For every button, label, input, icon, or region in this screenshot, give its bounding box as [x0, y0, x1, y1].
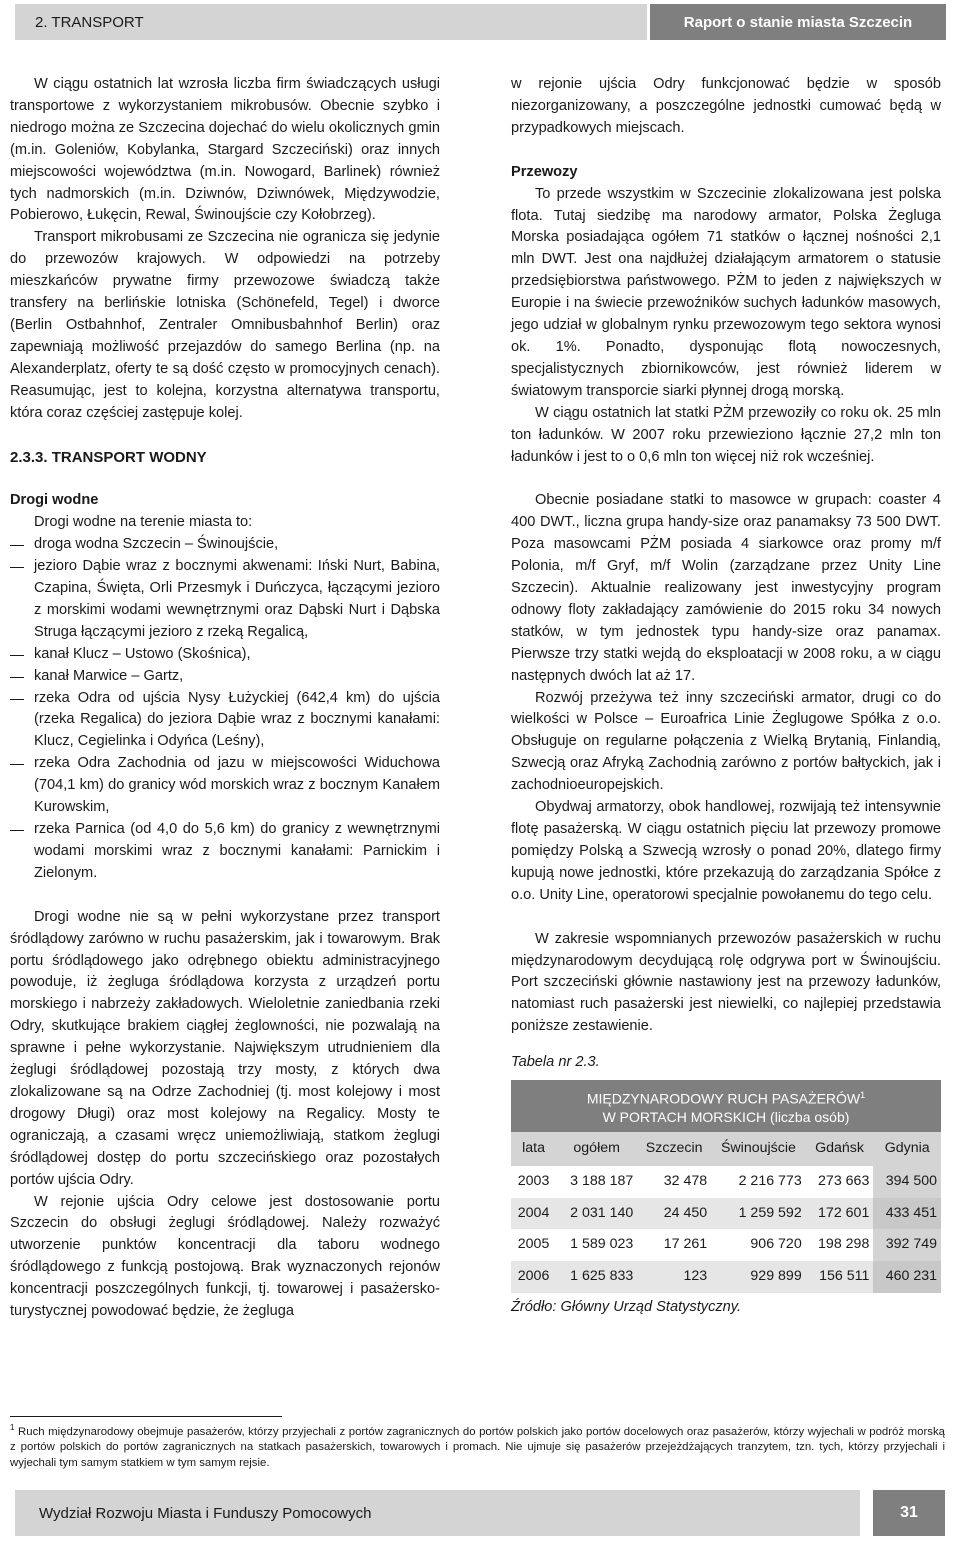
- list-item: kanał Marwice – Gartz,: [10, 666, 440, 688]
- header-section: [15, 4, 647, 40]
- column-header: ogółem: [556, 1132, 637, 1166]
- table-row: 2006 1 625 833 123 929 899 156 511 460 231: [511, 1261, 941, 1293]
- footer-department: Wydział Rozwoju Miasta i Funduszy Pomocowych: [15, 1490, 860, 1536]
- table-row: 2005 1 589 023 17 261 906 720 198 298 392 749: [511, 1229, 941, 1261]
- section-heading: 2.3.3. TRANSPORT WODNY: [10, 448, 207, 466]
- column-header: lata: [511, 1132, 556, 1166]
- table-row: 2003 3 188 187 32 478 2 216 773 273 663 394 500: [511, 1166, 941, 1198]
- column-header: Szczecin: [637, 1132, 711, 1166]
- list-item: droga wodna Szczecin – Świnoujście,: [10, 534, 440, 556]
- table-caption: Tabela nr 2.3.: [511, 1054, 600, 1071]
- paragraph: Drogi wodne nie są w pełni wykorzystane przez transport śródlądowy zarówno w ruchu pasażerskim, jak i towarowym. Brak portu śródlądowego jako odrębnego obiektu administracyjnego powoduje, iż żegluga śródlądowa korzysta z urządzeń portu morskiego i nabrzeży zakładowych. Wieloletnie zaniedbania rzeki Odry, skutkujące brakiem ciągłej żeglowności, nie pozwalają na sprawne i pełne wykorzystanie. Największym utrudnieniem dla żeglugi śródlądowej pozostają trzy mosty, z których dwa zlokalizowane są na Odrze Zachodniej (tj. most kolejowy i most drogowy Długi) oraz most kolejowy na Regalicy. Mosty te ograniczają, a czasami wręcz uniemożliwiają, statkom żeglugi śródlądowej dostęp do portu szczecińskiego oraz pozostałych portów ujścia Odry.: [10, 908, 440, 1188]
- paragraph: Rozwój przeżywa też inny szczeciński armator, drugi co do wielkości w Polsce – Euroafrica Linie Żeglugowe Spółka z o.o. Obsługuje on regularne połączenia z Wielką Brytanią, Finlandią, Szwecją oraz Afryką Zachodnią zarówno z portów bałtyckich, jak i zachodnioeuropejskich.: [511, 689, 941, 794]
- section-label: 2. TRANSPORT: [35, 13, 144, 31]
- waterways-list: [10, 534, 440, 885]
- paragraph: Obecnie posiadane statki to masowce w grupach: coaster 4 400 DWT., liczna grupa handy-size oraz panamaksy 73 500 DWT. Poza masowcami PŻM posiada 4 siarkowce oraz promy m/f Polonia, m/f Gryf, m/f Wolin (zarządzane przez Unity Line Szczecin). Aktualnie realizowany jest inwestycyjny program odnowy floty zakładający zamówienie do 2015 roku 34 nowych statków, w tym jednostek typu handy-size oraz panamax. Pierwsze trzy statki wejdą do eksploatacji w 2008 roku, a w ciągu następnych dwóch lat aż 17.: [511, 492, 941, 684]
- paragraph: W rejonie ujścia Odry celowe jest dostosowanie portu Szczecin do obsługi żeglugi śródlądowej. Należy rozważyć utworzenie punktów koncentracji dla taboru wodnego śródlądowego z funkcją postojową. Brak wyznaczonych rejonów koncentracji poszczególnych funkcji, tj. towarowej i pasażersko-turystycznej powodować będzie, że żegluga: [10, 1193, 440, 1320]
- footnote-rule: [10, 1416, 282, 1417]
- passenger-traffic-table: [511, 1080, 941, 1293]
- list-intro: Drogi wodne na terenie miasta to:: [34, 514, 253, 531]
- column-header: Gdynia: [873, 1132, 941, 1166]
- list-item: kanał Klucz – Ustowo (Skośnica),: [10, 644, 440, 666]
- list-item: jezioro Dąbie wraz z bocznymi akwenami: Iński Nurt, Babina, Czapina, Święta, Orli Przesmyk i Duńczyca, łączącymi jezioro z morskimi wodami wewnętrznymi oraz Dąbski Nurt i Dąbska Struga łączącymi jezioro z rzeką Regalicą,: [10, 556, 440, 644]
- page-number: 31: [873, 1490, 945, 1536]
- paragraph: Transport mikrobusami ze Szczecina nie ogranicza się jedynie do przewozów krajowych. W odpowiedzi na potrzeby mieszkańców prywatne firmy przewozowe świadczą także transfery na berlińskie lotniska (Schönefeld, Tegel) i dworce (Berlin Ostbahnhof, Zentraler Omnibusbahnhof Berlin) oraz zapewniają możliwość przejazdów do samego Berlina (np. na Alexanderplatz, oferty te są dość często w promocyjnych cenach). Reasumując, jest to kolejna, korzystna alternatywa transportu, która coraz częściej zastępuje kolej.: [10, 229, 440, 421]
- paragraph: W ciągu ostatnich lat statki PŻM przewoziły co roku ok. 25 mln ton ładunków. W 2007 roku przewieziono łącznie 27,2 mln ton ładunków i jest to o 0,6 mln ton więcej niż rok wcześniej.: [511, 404, 941, 465]
- paragraph: W ciągu ostatnich lat wzrosła liczba firm świadczących usługi transportowe z wykorzystaniem mikrobusów. Obecnie szybko i niedrogo można ze Szczecina dojechać do wielu okolicznych gmin (m.in. Goleniów, Kobylanka, Stargard Szczeciński) oraz innych miejscowości województwa (m.in. Nowogard, Barlinek) również tych nadmorskich (m.in. Dziwnów, Dziwnówek, Międzywodzie, Pobierowo, Łukęcin, Rewal, Świnoujście czy Kołobrzeg).: [10, 76, 440, 224]
- sub-heading: Drogi wodne: [10, 492, 99, 509]
- paragraph: w rejonie ujścia Odry funkcjonować będzie w sposób niezorganizowany, a poszczególne jednostki cumować będą w przypadkowych miejscach.: [511, 76, 941, 136]
- left-column: [10, 74, 440, 1323]
- right-column: [511, 74, 941, 1319]
- table-source: Źródło: Główny Urząd Statystyczny.: [511, 1299, 742, 1316]
- sub-heading: Przewozy: [511, 163, 578, 180]
- header-report-title: [650, 4, 946, 40]
- table-row: 2004 2 031 140 24 450 1 259 592 172 601 433 451: [511, 1198, 941, 1230]
- list-item: rzeka Odra Zachodnia od jazu w miejscowości Widuchowa (704,1 km) do granicy wód morskich wraz z bocznym Kanałem Kurowskim,: [10, 753, 440, 819]
- footnote: $^1$ Ruch międzynarodowy obejmuje pasażerów, którzy przyjechali z portów zagranicznych do portów polskich jako portów docelowych oraz pasażerów, którzy wyjechali w podróż morską z portów polskich do portów zagranicznych na statkach pasażerskich, towarowych i promach. Nie ujmuje się pasażerów przejeżdżających tranzytem, tzn. tych, którzy przyjechali i wyjechali tym samym statkiem w tym samym rejsie.: [10, 1423, 945, 1469]
- report-title: Raport o stanie miasta Szczecin: [683, 13, 913, 31]
- paragraph: To przede wszystkim w Szczecinie zlokalizowana jest polska flota. Tutaj siedzibę ma narodowy armator, Polska Żegluga Morska posiadająca ogółem 71 statków o łącznej nośności 2,1 mln DWT. Jest ona najdłużej działającym armatorem o statusie przedsiębiorstwa państwowego. PŻM to jeden z największych w Europie i na świecie przewoźników suchych ładunków masowych, jego udział w globalnym rynku przewozowym tego sektora wynosi ok. 1%. Ponadto, dysponując flotą nowoczesnych, specjalistycznych zbiornikowców, jest również liderem w światowym transporcie siarki płynnej drogą morską.: [511, 185, 941, 399]
- list-item: rzeka Odra od ujścia Nysy Łużyckiej (642,4 km) do ujścia (rzeka Regalica) do jeziora Dąbie wraz z bocznymi kanałami: Klucz, Cegielinka i Odyńca (Leśny),: [10, 688, 440, 754]
- footnote-text: Ruch międzynarodowy obejmuje pasażerów, którzy przyjechali z portów zagranicznych do portów polskich jako portów docelowych oraz pasażerów, którzy wyjechali w podróż morską z portów polskich do portów zagranicznych na statkach pasażerskich, towarowych i promach. Nie ujmuje się pasażerów przejeżdżających tranzytem, tzn. tych, którzy przyjechali i wyjechali tym samym statkiem w tym samym rejsie.: [10, 1425, 945, 1469]
- paragraph: Obydwaj armatorzy, obok handlowej, rozwijają też intensywnie flotę pasażerską. W ciągu ostatnich pięciu lat przewozy promowe pomiędzy Polską a Szwecją wzrosły o ponad 20%, dlatego firmy kupują nowe jednostki, które przekazują do zarządzania Spółce z o.o. Unity Line, operatorowi specjalnie powołanemu do tego celu.: [511, 799, 941, 903]
- column-header: Gdańsk: [806, 1132, 874, 1166]
- table-title: MIĘDZYNARODOWY RUCH PASAŻERÓW$^1$ W PORTACH MORSKICH (liczba osób): [511, 1080, 941, 1132]
- column-header: Świnoujście: [711, 1132, 806, 1166]
- list-item: rzeka Parnica (od 4,0 do 5,6 km) do granicy z wewnętrznymi wodami morskimi wraz z bocznymi kanałami: Parnickim i Zielonym.: [10, 819, 440, 885]
- paragraph: W zakresie wspomnianych przewozów pasażerskich w ruchu międzynarodowym decydującą rolę odgrywa port w Świnoujściu. Port szczeciński głównie nastawiony jest na przewozy ładunków, natomiast ruch pasażerski jest niewielki, co najlepiej przedstawia poniższe zestawienie.: [511, 930, 941, 1035]
